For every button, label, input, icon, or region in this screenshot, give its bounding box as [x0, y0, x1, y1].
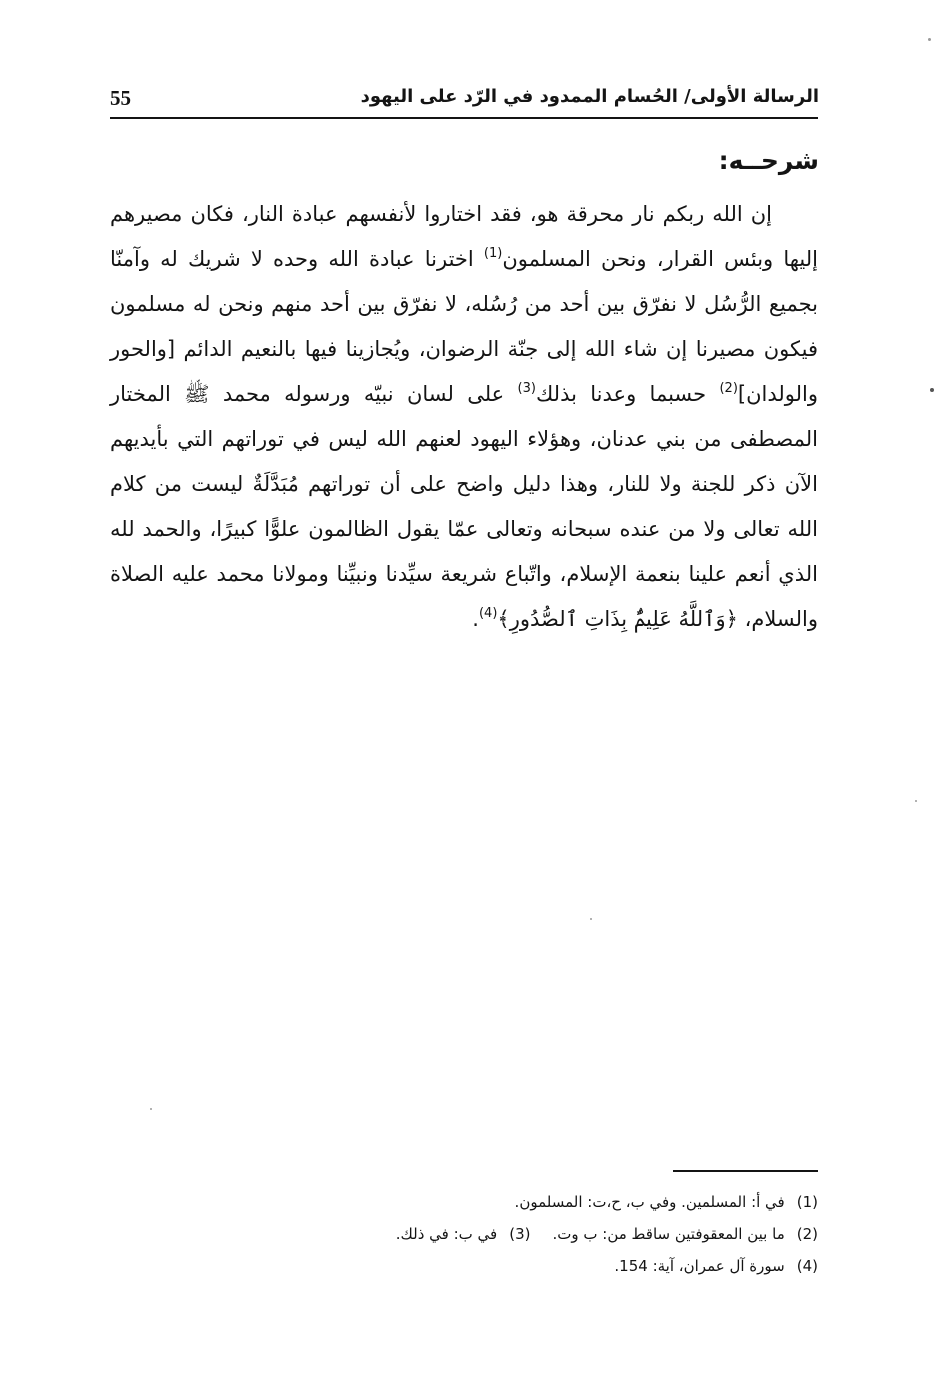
page-number: 55: [110, 86, 131, 110]
body-segment-4: على لسان نبيّه ورسوله محمد ﷺ المختار المصطفى من بني عدنان، وهؤلاء اليهود لعنهم الله ليس في توراتهم التي بأيديهم الآن ذكر للجنة ولا للنار، وهذا دليل واضح على أن توراتهم مُبَدَّلَةٌ ليست من كلام الله تعالى ولا من عنده سبحانه وتعالى عمّا يقول الظالمون علوًّا كبيرًا، والحمد لله الذي أنعم علينا بنعمة الإسلام، واتّباع شريعة سيِّدنا ونبيِّنا ومولانا محمد عليه الصلاة والسلام، ﴿وَٱللَّهُ عَلِيمٌۢ بِذَاتِ ٱلصُّدُورِ﴾: [110, 382, 818, 631]
body-segment-5: .: [472, 607, 479, 631]
scan-speck: [930, 388, 934, 392]
footnote-2-3: [218, 1218, 818, 1250]
footnote-text: سورة آل عمران، آية: 154.: [614, 1257, 785, 1275]
footnote-ref-3: (3): [517, 381, 536, 396]
running-header: الرسالة الأولى/ الحُسام الممدود في الرّد على اليهود: [360, 86, 819, 107]
body-text: [110, 192, 818, 642]
footnote-text: ما بين المعقوفتين ساقط من: ب وت.: [552, 1225, 785, 1243]
footnote-number: (2): [796, 1225, 818, 1243]
scan-speck: [915, 800, 917, 802]
footnote-text: في ب: في ذلك.: [395, 1225, 498, 1243]
footnote-ref-1: (1): [483, 246, 503, 261]
scan-speck: [590, 918, 592, 920]
footnote-text: في أ: المسلمين. وفي ب، ح،ت: المسلمون.: [514, 1193, 785, 1211]
scan-speck: [928, 38, 931, 41]
footnote-4: [218, 1250, 818, 1282]
section-heading: شرحــه:: [718, 146, 819, 175]
body-segment-1: إن الله ربكم نار محرقة هو، فقد اختاروا لأنفسهم عبادة النار، فكان مصيرهم إليها وبئس القرار، ونحن المسلمون: [110, 202, 818, 271]
footnote-number: (1): [796, 1193, 818, 1211]
scan-speck: [150, 1108, 152, 1110]
footnotes: [218, 1186, 818, 1282]
body-segment-3: حسبما وعدنا بذلك: [535, 382, 720, 406]
header-rule: [110, 117, 818, 119]
footnote-ref-2: (2): [719, 381, 738, 396]
footnote-number: (4): [796, 1257, 818, 1275]
footnote-ref-4: (4): [478, 606, 498, 621]
footnote-rule: [673, 1170, 818, 1172]
body-segment-2: اخترنا عبادة الله وحده لا شريك له وآمنّا بجميع الرُّسُل لا نفرّق بين أحد من رُسُله، لا نفرّق بين أحد منهم ونحن له مسلمون فيكون مصيرنا إن شاء الله إلى جنّة الرضوان، ويُجازينا فيها بالنعيم الدائم [والحور والولدان]: [110, 247, 818, 406]
body-paragraph: [110, 192, 818, 642]
footnote-number: (3): [509, 1225, 531, 1243]
footnote-1: [218, 1186, 818, 1218]
